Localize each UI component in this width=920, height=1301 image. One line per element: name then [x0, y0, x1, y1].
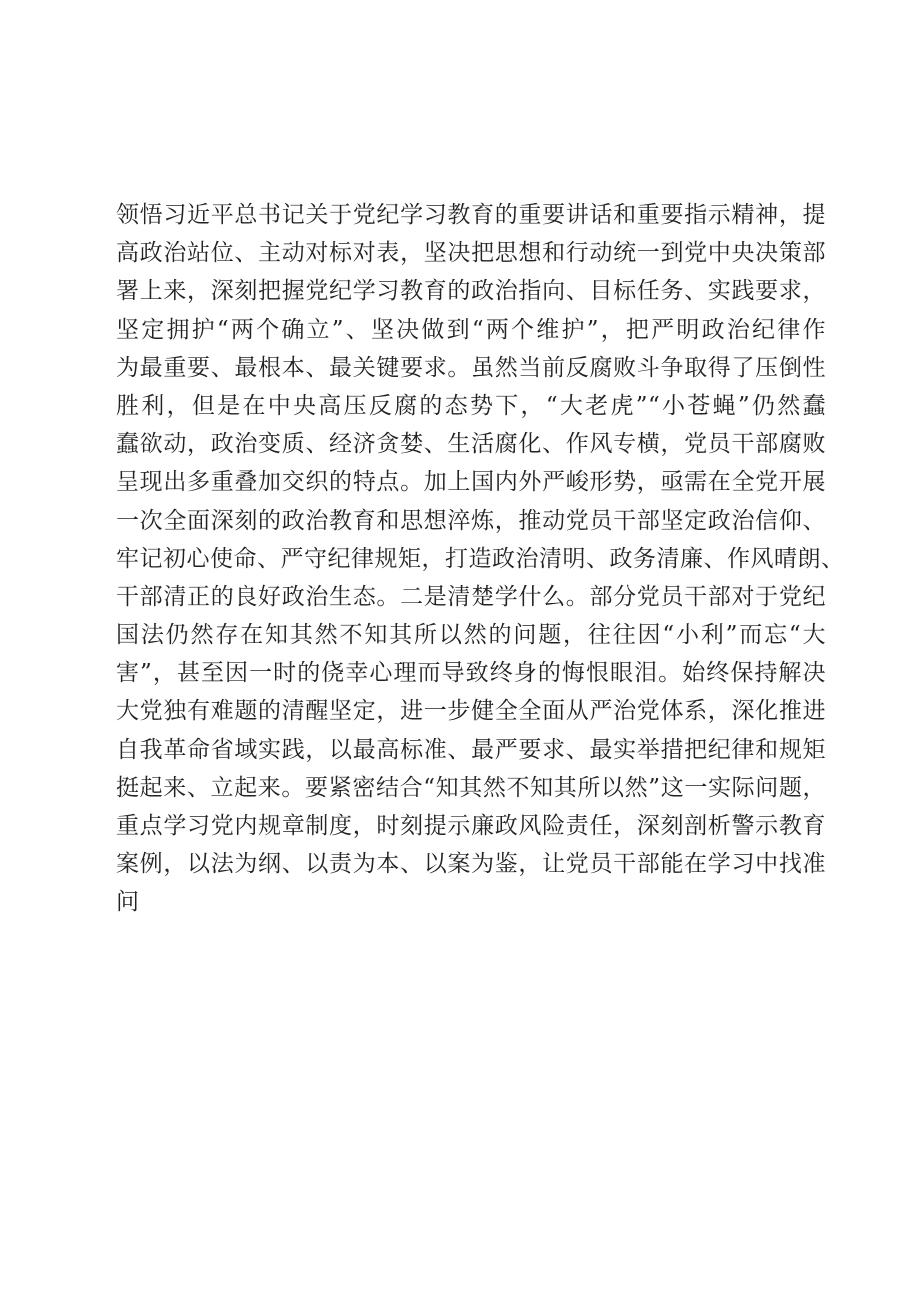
text-line: 胜利，但是在中央高压反腐的态势下，“大老虎”“小苍蝇”仍然蠢 [116, 392, 826, 419]
text-line: 国法仍然存在知其然不知其所以然的问题，往往因“小利”而忘“大 [116, 622, 826, 649]
text-line: 坚定拥护“两个确立”、坚决做到“两个维护”，把严明政治纪律作 [116, 316, 826, 343]
text-line: 问 [116, 889, 140, 916]
text-line: 为最重要、最根本、最关键要求。虽然当前反腐败斗争取得了压倒性 [116, 354, 826, 381]
text-line: 重点学习党内规章制度，时刻提示廉政风险责任，深刻剖析警示教育 [116, 813, 826, 839]
body-paragraph [116, 196, 845, 922]
text-line: 挺起来、立起来。要紧密结合“知其然不知其所以然”这一实际问题， [116, 774, 826, 801]
text-line: 蠢欲动，政治变质、经济贪婪、生活腐化、作风专横，党员干部腐败 [116, 431, 826, 458]
text-line: 干部清正的良好政治生态。二是清楚学什么。部分党员干部对于党纪 [116, 583, 826, 610]
text-line: 呈现出多重叠加交织的特点。加上国内外严峻形势，亟需在全党开展 [116, 469, 826, 496]
text-line: 自我革命省域实践，以最高标准、最严要求、最实举措把纪律和规矩 [116, 736, 826, 763]
text-line: 案例，以法为纲、以责为本、以案为鉴，让党员干部能在学习中找准 [116, 851, 826, 878]
text-line: 署上来，深刻把握党纪学习教育的政治指向、目标任务、实践要求， [116, 278, 826, 305]
text-line: 害”，甚至因一时的侥幸心理而导致终身的悔恨眼泪。始终保持解决 [116, 660, 826, 687]
text-line: 牢记初心使命、严守纪律规矩，打造政治清明、政务清廉、作风晴朗、 [116, 545, 845, 572]
text-line: 高政治站位、主动对标对表，坚决把思想和行动统一到党中央决策部 [116, 240, 826, 267]
text-line: 一次全面深刻的政治教育和思想淬炼，推动党员干部坚定政治信仰、 [116, 507, 826, 534]
text-line: 大党独有难题的清醒坚定，进一步健全全面从严治党体系，深化推进 [116, 698, 826, 725]
text-line: 领悟习近平总书记关于党纪学习教育的重要讲话和重要指示精神，提 [116, 202, 826, 228]
